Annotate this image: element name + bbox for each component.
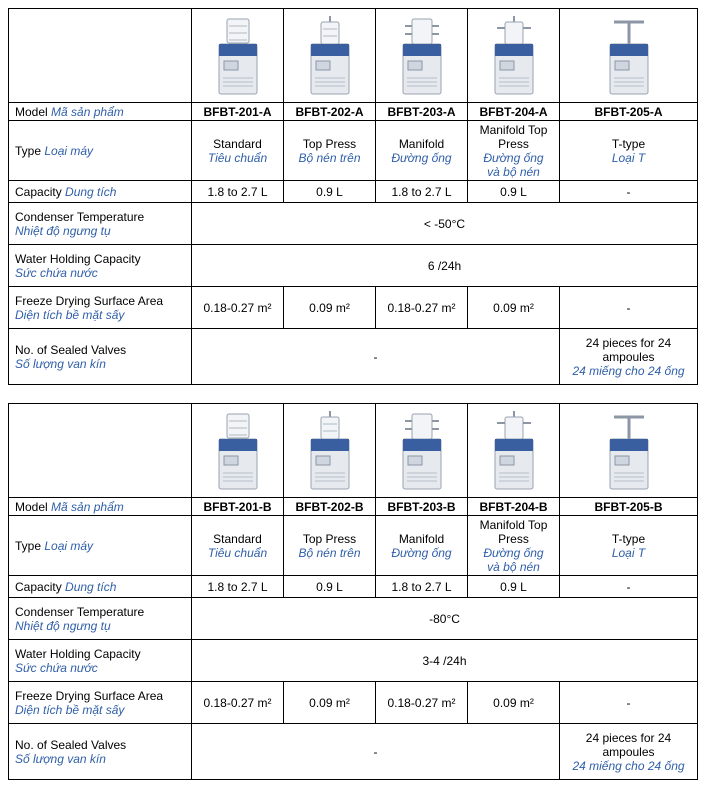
product-image-t-type <box>560 9 698 103</box>
product-image-top-press <box>284 404 376 498</box>
row-label-water-capacity: Water Holding Capacity Sức chứa nước <box>9 245 192 287</box>
model-code: BFBT-203-B <box>376 498 468 516</box>
product-image-manifold <box>376 404 468 498</box>
capacity-cell: 0.9 L <box>284 181 376 203</box>
sealed-valves-value: - <box>192 329 560 385</box>
surface-area-cell: 0.18-0.27 m² <box>192 682 284 724</box>
product-image-standard <box>192 404 284 498</box>
freeze-dryer-manifold-top-press-icon <box>491 16 537 96</box>
product-image-manifold <box>376 9 468 103</box>
surface-area-cell: 0.18-0.27 m² <box>376 287 468 329</box>
row-label-model: Model Mã sản phẩm <box>9 498 192 516</box>
model-code: BFBT-202-B <box>284 498 376 516</box>
spec-table-b <box>8 403 698 780</box>
freeze-dryer-t-type-icon <box>606 411 652 491</box>
capacity-cell: - <box>560 181 698 203</box>
row-label-sealed-valves: No. of Sealed Valves Số lượng van kín <box>9 724 192 780</box>
row-label-type: Type Loại máy <box>9 121 192 181</box>
product-image-manifold-top-press <box>468 404 560 498</box>
condenser-temp-value: -80°C <box>192 598 698 640</box>
model-code: BFBT-203-A <box>376 103 468 121</box>
model-code: BFBT-205-A <box>560 103 698 121</box>
capacity-cell: - <box>560 576 698 598</box>
model-code: BFBT-204-A <box>468 103 560 121</box>
condenser-temp-value: < -50°C <box>192 203 698 245</box>
capacity-cell: 0.9 L <box>468 181 560 203</box>
surface-area-cell: - <box>560 287 698 329</box>
row-label-capacity: Capacity Dung tích <box>9 181 192 203</box>
model-code: BFBT-204-B <box>468 498 560 516</box>
type-cell: Standard Tiêu chuẩn <box>192 516 284 576</box>
freeze-dryer-manifold-icon <box>399 411 445 491</box>
type-cell: Manifold Đường ống <box>376 516 468 576</box>
surface-area-cell: 0.09 m² <box>468 287 560 329</box>
type-cell: Manifold Top Press Đường ống và bộ nén <box>468 516 560 576</box>
row-label-water-capacity: Water Holding Capacity Sức chứa nước <box>9 640 192 682</box>
sealed-valves-t-type: 24 pieces for 24 ampoules 24 miếng cho 24 ống <box>560 329 698 385</box>
capacity-cell: 1.8 to 2.7 L <box>192 576 284 598</box>
row-label-sealed-valves: No. of Sealed Valves Số lượng van kín <box>9 329 192 385</box>
freeze-dryer-standard-icon <box>215 16 261 96</box>
spec-table-a <box>8 8 698 385</box>
row-label-model: Model Mã sản phẩm <box>9 103 192 121</box>
row-label-surface-area: Freeze Drying Surface Area Diện tích bề mặt sấy <box>9 287 192 329</box>
model-code: BFBT-201-B <box>192 498 284 516</box>
surface-area-cell: 0.09 m² <box>284 287 376 329</box>
type-cell: Standard Tiêu chuẩn <box>192 121 284 181</box>
header-blank-cell <box>9 404 192 498</box>
type-cell: T-type Loại T <box>560 516 698 576</box>
sealed-valves-t-type: 24 pieces for 24 ampoules 24 miếng cho 24 ống <box>560 724 698 780</box>
row-label-type: Type Loại máy <box>9 516 192 576</box>
water-capacity-value: 3-4 /24h <box>192 640 698 682</box>
row-label-condenser-temp: Condenser Temperature Nhiệt độ ngưng tụ <box>9 203 192 245</box>
freeze-dryer-manifold-icon <box>399 16 445 96</box>
model-code: BFBT-205-B <box>560 498 698 516</box>
surface-area-cell: 0.18-0.27 m² <box>376 682 468 724</box>
freeze-dryer-manifold-top-press-icon <box>491 411 537 491</box>
type-cell: Manifold Top Press Đường ống và bộ nén <box>468 121 560 181</box>
header-blank-cell <box>9 9 192 103</box>
type-cell: Top Press Bộ nén trên <box>284 516 376 576</box>
row-label-surface-area: Freeze Drying Surface Area Diện tích bề mặt sấy <box>9 682 192 724</box>
capacity-cell: 0.9 L <box>468 576 560 598</box>
surface-area-cell: 0.09 m² <box>284 682 376 724</box>
sealed-valves-value: - <box>192 724 560 780</box>
product-image-standard <box>192 9 284 103</box>
capacity-cell: 0.9 L <box>284 576 376 598</box>
row-label-condenser-temp: Condenser Temperature Nhiệt độ ngưng tụ <box>9 598 192 640</box>
freeze-dryer-top-press-icon <box>307 411 353 491</box>
type-cell: Manifold Đường ống <box>376 121 468 181</box>
freeze-dryer-t-type-icon <box>606 16 652 96</box>
surface-area-cell: 0.09 m² <box>468 682 560 724</box>
capacity-cell: 1.8 to 2.7 L <box>376 181 468 203</box>
type-cell: Top Press Bộ nén trên <box>284 121 376 181</box>
freeze-dryer-top-press-icon <box>307 16 353 96</box>
surface-area-cell: - <box>560 682 698 724</box>
product-image-t-type <box>560 404 698 498</box>
product-image-manifold-top-press <box>468 9 560 103</box>
model-code: BFBT-201-A <box>192 103 284 121</box>
capacity-cell: 1.8 to 2.7 L <box>376 576 468 598</box>
water-capacity-value: 6 /24h <box>192 245 698 287</box>
surface-area-cell: 0.18-0.27 m² <box>192 287 284 329</box>
row-label-capacity: Capacity Dung tích <box>9 576 192 598</box>
freeze-dryer-standard-icon <box>215 411 261 491</box>
product-image-top-press <box>284 9 376 103</box>
type-cell: T-type Loại T <box>560 121 698 181</box>
capacity-cell: 1.8 to 2.7 L <box>192 181 284 203</box>
model-code: BFBT-202-A <box>284 103 376 121</box>
